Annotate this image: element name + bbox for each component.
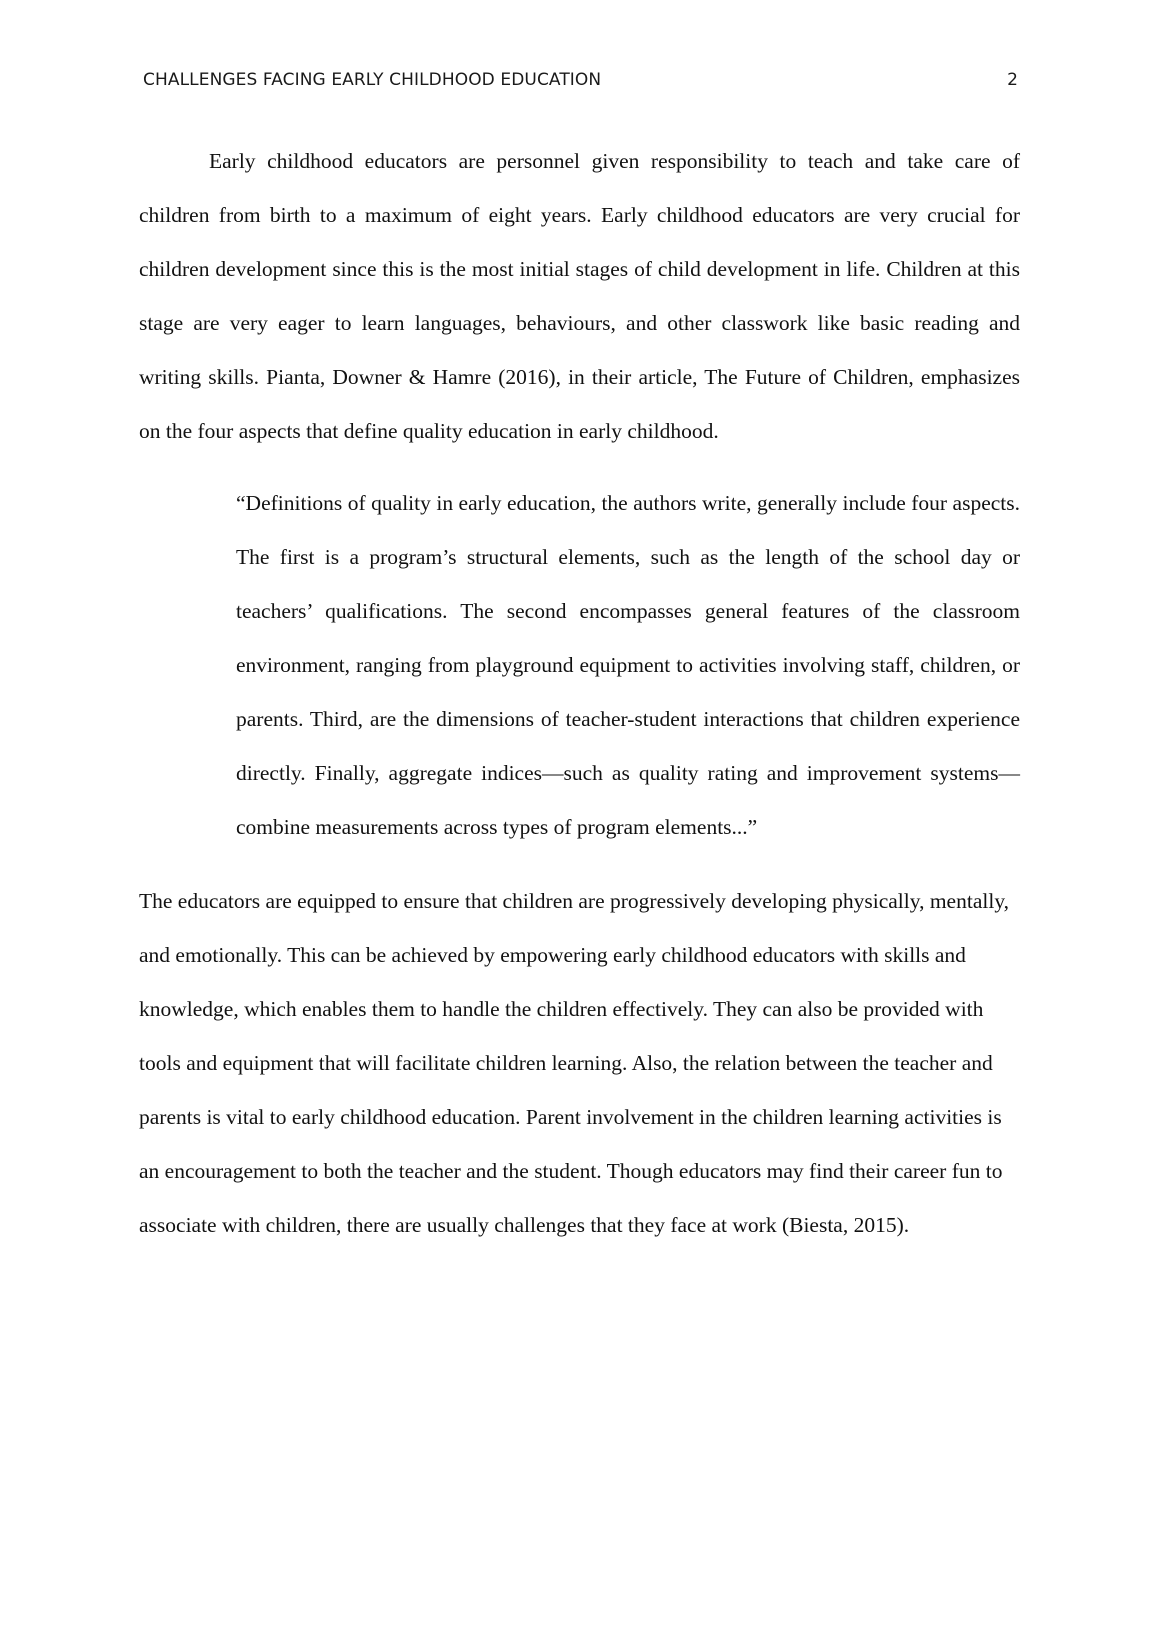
- running-head-title: CHALLENGES FACING EARLY CHILDHOOD EDUCATION: [143, 70, 602, 90]
- running-head: [143, 70, 1018, 90]
- body-paragraph-2: The educators are equipped to ensure that children are progressively developing physically, mentally, and emotionally. This can be achieved by empowering early childhood educators with skills and knowledge, which enables them to handle the children effectively. They can also be provided with tools and equipment that will facilitate children learning. Also, the relation between the teacher and parents is vital to early childhood education. Parent involvement in the children learning activities is an encouragement to both the teacher and the student. Though educators may find their career fun to associate with children, there are usually challenges that they face at work (Biesta, 2015).: [139, 889, 1010, 1237]
- page-number: 2: [1007, 70, 1018, 90]
- body-paragraph-1: Early childhood educators are personnel given responsibility to teach and take care of children from birth to a maximum of eight years. Early childhood educators are very crucial for children development since this is the most initial stages of child development in life. Children at this stage are very eager to learn languages, behaviours, and other classwork like basic reading and writing skills. Pianta, Downer & Hamre (2016), in their article, The Future of Children, emphasizes on the four aspects that define quality education in early childhood.: [139, 149, 1020, 443]
- document-body: [139, 134, 1020, 1252]
- block-quote: “Definitions of quality in early education, the authors write, generally include four aspects. The first is a program’s structural elements, such as the length of the school day or teachers’ qualifications. The second encompasses general features of the classroom environment, ranging from playground equipment to activities involving staff, children, or parents. Third, are the dimensions of teacher-student interactions that children experience directly. Finally, aggregate indices—such as quality rating and improvement systems—combine measurements across types of program elements...”: [236, 491, 1020, 839]
